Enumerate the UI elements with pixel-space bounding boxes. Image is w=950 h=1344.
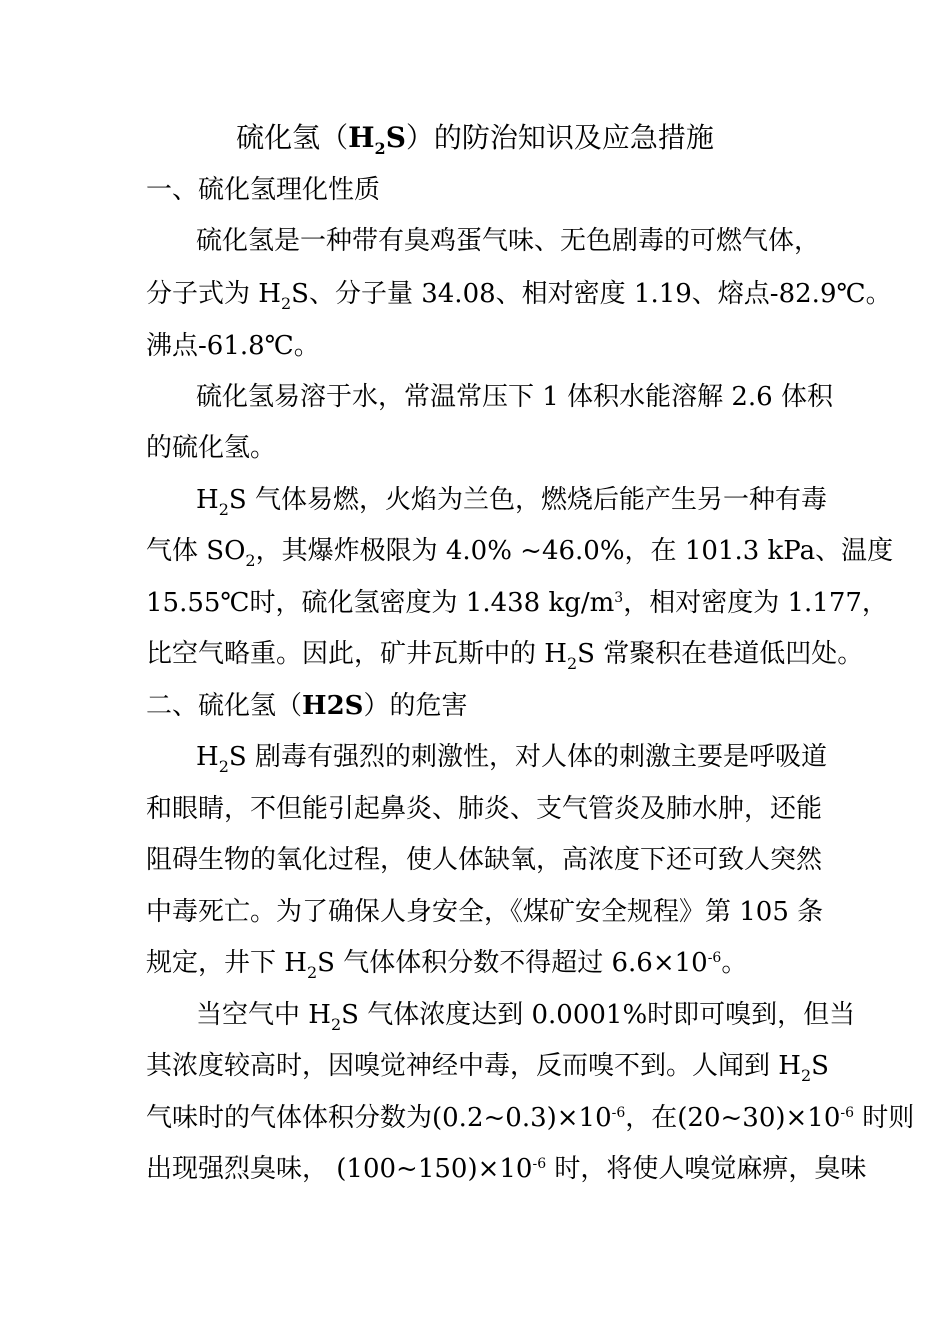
paragraph-line: 硫化氢是一种带有臭鸡蛋气味、无色剧毒的可燃气体， (196, 226, 821, 256)
page-title: 硫化氢$(H_2S)$的防治知识及应急措施 (236, 121, 714, 158)
paragraph-line: 气味时的气体体积分数为$(0.2\sim 0.3)\times 10^{-6}$，在$(20\sim 30)\times 10^{-6}$ 时则 (146, 1103, 915, 1133)
paragraph-line: 分子式为 $H_2S$、分子量 34.08、相对密度 1.19、熔点-82.9℃。 (146, 279, 892, 313)
paragraph-line: 其浓度较高时，因嗅觉神经中毒，反而嗅不到。人闻到 $H_2S$ (146, 1051, 829, 1085)
section-heading-1: 一、硫化氢理化性质 (146, 175, 381, 205)
paragraph-line: 阻碍生物的氧化过程，使人体缺氧，高浓度下还可致人突然 (146, 845, 823, 875)
section-heading-2: 二、硫化氢（H2S）的危害 (146, 691, 468, 721)
paragraph-line: $H_2S$ 气体易燃，火焰为兰色，燃烧后能产生另一种有毒 (196, 485, 827, 519)
paragraph-line: 规定，井下 $H_2S$ 气体体积分数不得超过 $6.6\times 10^{-6}$。 (146, 948, 748, 982)
paragraph-line: 的硫化氢。 (146, 433, 277, 463)
paragraph-line: 当空气中 $H_2S$ 气体浓度达到 0.0001%时即可嗅到，但当 (196, 1000, 856, 1034)
paragraph-line: $H_2S$ 剧毒有强烈的刺激性，对人体的刺激主要是呼吸道 (196, 742, 827, 776)
paragraph-line: 中毒死亡。为了确保人身安全，《煤矿安全规程》第 105 条 (146, 897, 824, 927)
paragraph-line: 沸点-61.8℃。 (146, 331, 320, 361)
paragraph-line: 15.55℃时，硫化氢密度为 1.438 $kg/m^3$，相对密度为 1.177， (146, 588, 888, 618)
paragraph-line: 硫化氢易溶于水，常温常压下 1 体积水能溶解 2.6 体积 (196, 382, 833, 412)
paragraph-line: 出现强烈臭味， $(100\sim 150)\times 10^{-6}$ 时，将使人嗅觉麻痹，臭味 (146, 1154, 867, 1184)
paragraph-line: 气体 $SO_2$，其爆炸极限为 4.0% ~46.0%，在 101.3 kPa、温度 (146, 536, 894, 570)
paragraph-line: 和眼睛，不但能引起鼻炎、肺炎、支气管炎及肺水肿，还能 (146, 794, 823, 824)
paragraph-line: 比空气略重。因此，矿井瓦斯中的 $H_2S$ 常聚积在巷道低凹处。 (146, 639, 864, 673)
